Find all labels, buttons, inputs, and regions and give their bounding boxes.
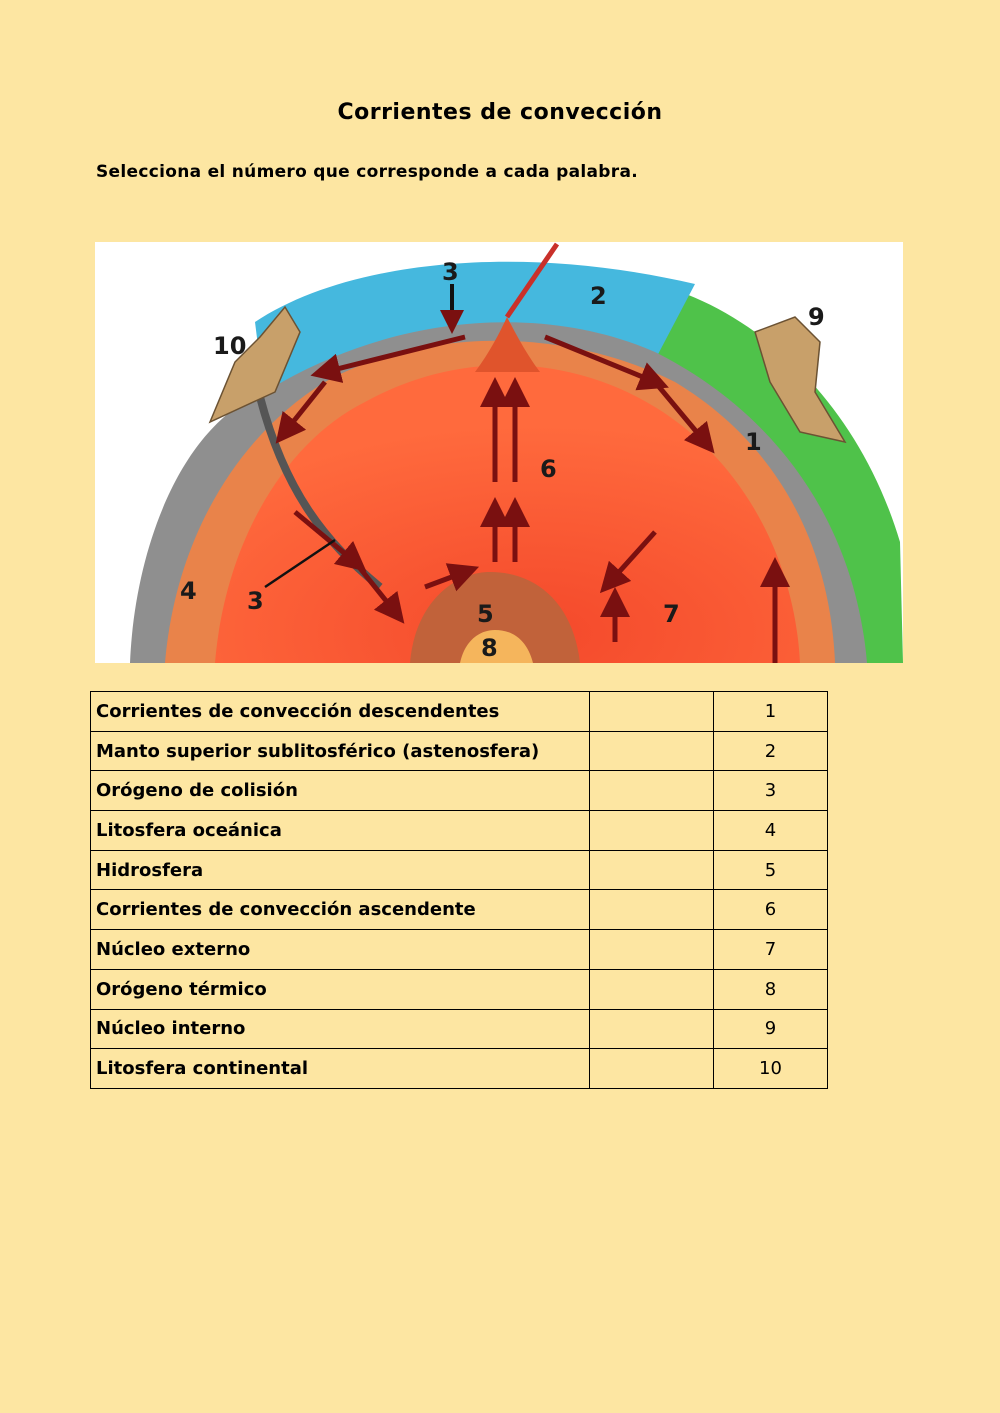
number-cell: 2 bbox=[714, 731, 828, 771]
answer-select-cell[interactable] bbox=[590, 930, 714, 970]
answer-table bbox=[90, 691, 828, 1089]
answer-select-cell[interactable] bbox=[590, 850, 714, 890]
number-cell: 8 bbox=[714, 969, 828, 1009]
label-2: 2 bbox=[590, 282, 607, 310]
term-cell: Litosfera oceánica bbox=[91, 811, 590, 851]
label-4: 4 bbox=[180, 577, 197, 605]
term-cell: Núcleo interno bbox=[91, 1009, 590, 1049]
label-10: 10 bbox=[213, 332, 247, 360]
table-row bbox=[91, 692, 828, 732]
instruction-text: Selecciona el número que corresponde a cada palabra. bbox=[96, 162, 638, 182]
term-cell: Corrientes de convección descendentes bbox=[91, 692, 590, 732]
number-cell: 10 bbox=[714, 1049, 828, 1089]
number-cell: 1 bbox=[714, 692, 828, 732]
number-cell: 6 bbox=[714, 890, 828, 930]
table-row bbox=[91, 1009, 828, 1049]
label-1: 1 bbox=[745, 428, 762, 456]
table-row bbox=[91, 731, 828, 771]
label-3-bottom: 3 bbox=[247, 587, 264, 615]
answer-select-cell[interactable] bbox=[590, 811, 714, 851]
number-cell: 4 bbox=[714, 811, 828, 851]
label-6: 6 bbox=[540, 455, 557, 483]
term-cell: Corrientes de convección ascendente bbox=[91, 890, 590, 930]
term-cell: Orógeno de colisión bbox=[91, 771, 590, 811]
answer-select-cell[interactable] bbox=[590, 969, 714, 1009]
term-cell: Manto superior sublitosférico (astenosfera) bbox=[91, 731, 590, 771]
convection-diagram bbox=[95, 242, 903, 663]
answer-select-cell[interactable] bbox=[590, 1009, 714, 1049]
term-cell: Hidrosfera bbox=[91, 850, 590, 890]
earth-cross-section-svg bbox=[95, 242, 903, 663]
answer-select-cell[interactable] bbox=[590, 731, 714, 771]
table-row bbox=[91, 811, 828, 851]
table-row bbox=[91, 850, 828, 890]
number-cell: 3 bbox=[714, 771, 828, 811]
label-7: 7 bbox=[663, 600, 680, 628]
answer-select-cell[interactable] bbox=[590, 771, 714, 811]
table-row bbox=[91, 771, 828, 811]
page-title: Corrientes de convección bbox=[337, 100, 663, 125]
label-3-top: 3 bbox=[442, 258, 459, 286]
table-row bbox=[91, 930, 828, 970]
answer-select-cell[interactable] bbox=[590, 1049, 714, 1089]
number-cell: 9 bbox=[714, 1009, 828, 1049]
term-cell: Orógeno térmico bbox=[91, 969, 590, 1009]
table-row bbox=[91, 890, 828, 930]
answer-select-cell[interactable] bbox=[590, 692, 714, 732]
label-5: 5 bbox=[477, 600, 494, 628]
term-cell: Litosfera continental bbox=[91, 1049, 590, 1089]
number-cell: 5 bbox=[714, 850, 828, 890]
label-8: 8 bbox=[481, 634, 498, 662]
table-row bbox=[91, 969, 828, 1009]
term-cell: Núcleo externo bbox=[91, 930, 590, 970]
table-row bbox=[91, 1049, 828, 1089]
number-cell: 7 bbox=[714, 930, 828, 970]
answer-select-cell[interactable] bbox=[590, 890, 714, 930]
label-9: 9 bbox=[808, 303, 825, 331]
